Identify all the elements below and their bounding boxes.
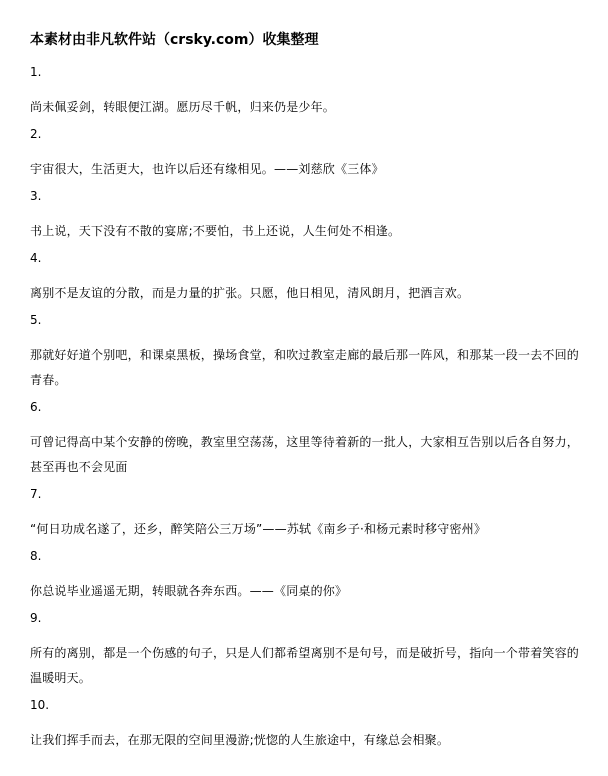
entry-text: 离别不是友谊的分散，而是力量的扩张。只愿，他日相见，清风朗月，把酒言欢。 bbox=[30, 286, 470, 300]
entry-number: 3. bbox=[30, 189, 42, 203]
entry-number: 7. bbox=[30, 487, 42, 501]
list-item bbox=[30, 188, 586, 244]
entry-number: 1. bbox=[30, 65, 42, 79]
document-title: 本素材由非凡软件站（crsky.com）收集整理 bbox=[30, 32, 319, 48]
entry-number: 9. bbox=[30, 611, 42, 625]
entry-number: 2. bbox=[30, 127, 42, 141]
entry-number: 5. bbox=[30, 313, 42, 327]
entry-text: 宇宙很大，生活更大，也许以后还有缘相见。——刘慈欣《三体》 bbox=[30, 162, 384, 176]
list-item bbox=[30, 399, 586, 480]
entry-text: 尚未佩妥剑，转眼便江湖。愿历尽千帆，归来仍是少年。 bbox=[30, 100, 336, 114]
list-item bbox=[30, 64, 586, 120]
list-item bbox=[30, 486, 586, 542]
entry-text: 书上说，天下没有不散的宴席;不要怕，书上还说，人生何处不相逢。 bbox=[30, 224, 401, 238]
entry-number: 4. bbox=[30, 251, 42, 265]
entry-number: 6. bbox=[30, 400, 42, 414]
entry-text: 让我们挥手而去，在那无限的空间里漫游;恍惚的人生旅途中，有缘总会相聚。 bbox=[30, 733, 450, 747]
entry-text: 所有的离别，都是一个伤感的句子，只是人们都希望离别不是句号，而是破折号，指向一个带着笑容的温暖明天。 bbox=[30, 646, 580, 685]
list-item bbox=[30, 610, 586, 691]
list-item bbox=[30, 697, 586, 753]
entry-text: 可曾记得高中某个安静的傍晚，教室里空荡荡，这里等待着新的一批人，大家相互告别以后各自努力，甚至再也不会见面 bbox=[30, 435, 580, 474]
entry-text: 那就好好道个别吧，和课桌黑板，操场食堂，和吹过教室走廊的最后那一阵风，和那某一段一去不回的青春。 bbox=[30, 348, 580, 387]
list-item bbox=[30, 126, 586, 182]
list-item bbox=[30, 548, 586, 604]
entry-number: 8. bbox=[30, 549, 42, 563]
entry-text: “何日功成名遂了，还乡，醉笑陪公三万场”——苏轼《南乡子·和杨元素时移守密州》 bbox=[30, 522, 487, 536]
list-item bbox=[30, 250, 586, 306]
entry-number: 10. bbox=[30, 698, 50, 712]
entry-text: 你总说毕业遥遥无期，转眼就各奔东西。——《同桌的你》 bbox=[30, 584, 348, 598]
list-item bbox=[30, 312, 586, 393]
